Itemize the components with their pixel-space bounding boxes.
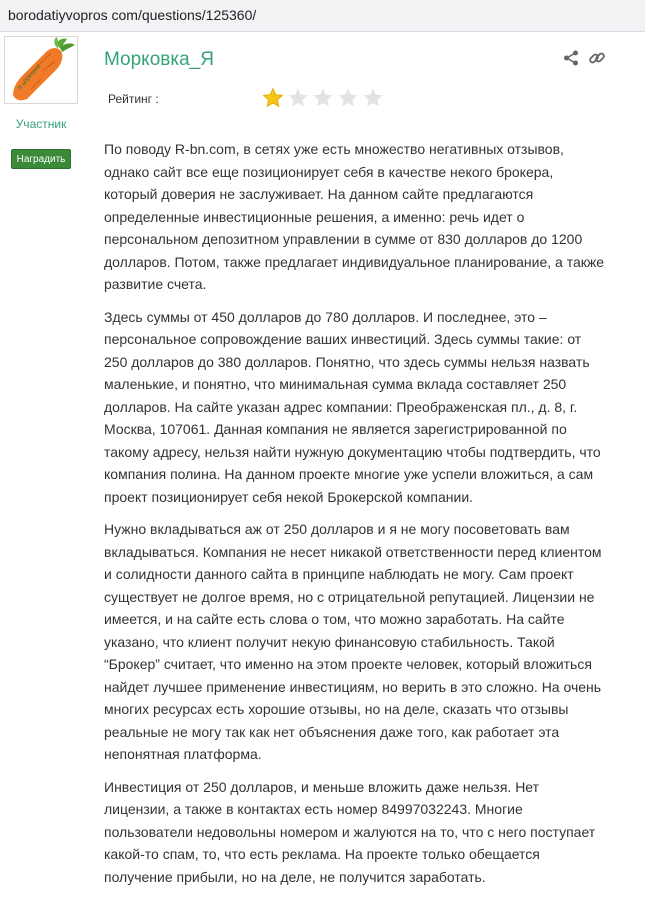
rating-stars[interactable] (262, 87, 387, 109)
answer-paragraph: Нужно вкладываться аж от 250 долларов и я не могу посоветовать вам вкладываться. Компания не несет никакой ответственности перед клиентом и солидности данного сайта в принципе наблюдать не могу. Сам проект существует не долгое время, но с отрицательной репутацией. Лицензии не имеется, и на сайте есть слова о том, что можно заработать. На сайте указано, что клиент получит некую финансовую стабильность. Такой “Брокер” считает, что именно на этом проекте человек, который вложиться найдет лучшее применение инвестициям, но верить в это сложно. На очень многих ресурсах есть хорошие отзывы, но на деле, сказать что отзывы реальные не могу так как нет объяснения даже того, как работает эта непонятная платформа. (104, 521, 602, 762)
star-empty-icon[interactable] (337, 87, 359, 109)
share-icon[interactable] (563, 50, 579, 66)
rating-label: Рейтинг : (108, 92, 159, 106)
avatar-caption: Я морковка (17, 63, 43, 92)
answer-body (104, 138, 608, 898)
address-bar[interactable] (0, 0, 645, 32)
star-empty-icon[interactable] (287, 87, 309, 109)
star-filled-icon[interactable] (262, 87, 284, 109)
url-text[interactable]: borodatiyvopros com/questions/125360/ (8, 7, 257, 23)
user-role: Участник (15, 117, 67, 131)
username[interactable]: Морковка_Я (104, 49, 214, 70)
award-button[interactable]: Наградить (11, 149, 71, 169)
answer-paragraph: Инвестиция от 250 долларов, и меньше вложить даже нельзя. Нет лицензии, а также в контактах есть номер 84997032243. Многие пользователи недовольны номером и жалуются на то, что с него поступает какой-то спам, то, что есть реклама. На проекте только обещается получение прибыли, но на деле, не получится заработать. (104, 778, 596, 885)
answer-paragraph: По поводу R-bn.com, в сетях уже есть множество негативных отзывов, однако сайт все еще позиционирует себя в качестве некого брокера, который доверия не заслуживает. На данном сайте предлагаются определенные инвестиционные решения, а именно: речь идет о персональном депозитном управлении в сумме от 830 долларов до 1200 долларов. Потом, также предлагает индивидуальное планирование, а также развитие счета. (104, 141, 605, 292)
link-icon[interactable] (588, 49, 606, 67)
star-empty-icon[interactable] (362, 87, 384, 109)
answer-paragraph: Здесь суммы от 450 долларов до 780 долларов. И последнее, это – персональное сопровождение ваших инвестиций. Здесь суммы такие: от 250 долларов до 380 долларов. Понятно, что здесь суммы нельзя назвать маленькие, и понятно, что минимальная сумма вклада составляет 250 долларов. На сайте указан адрес компании: Преображенская пл., д. 8, г. Москва, 107061. Данная компания не является зарегистрированной по такому адресу, нельзя найти нужную документацию чтобы подтвердить, что компания полина. На данном проекте многие уже успели вложиться, а сам проект позиционирует себя некой Брокерской компании. (104, 308, 601, 505)
star-empty-icon[interactable] (312, 87, 334, 109)
avatar[interactable] (4, 36, 78, 104)
carrot-avatar-image (5, 37, 77, 103)
